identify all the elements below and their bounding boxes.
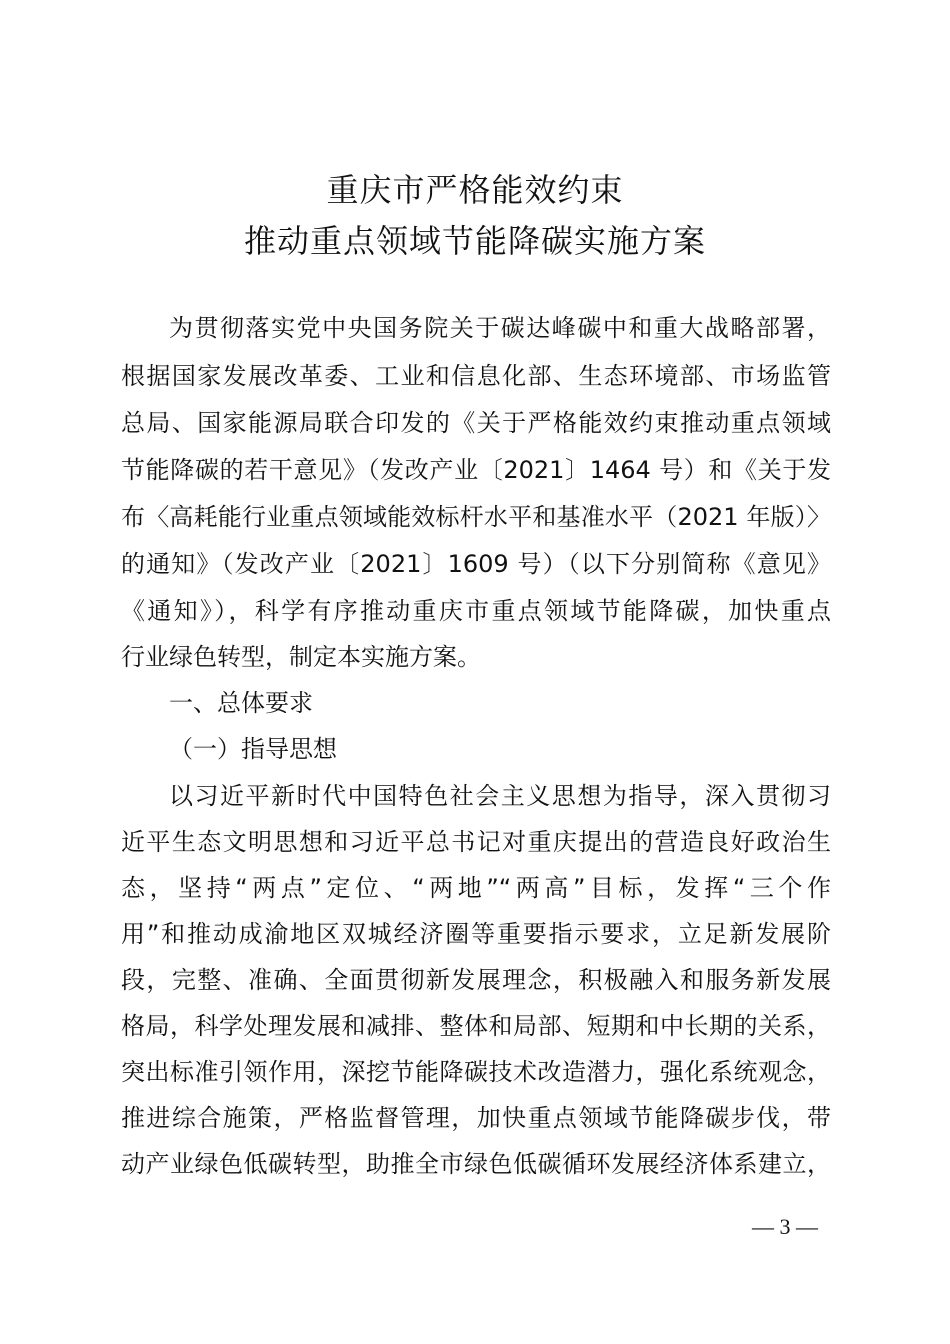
subsection-heading: （一）指导思想	[169, 735, 337, 763]
section-heading: 一、总体要求	[169, 689, 313, 717]
paragraph-1-line-1: 为贯彻落实党中央国务院关于碳达峰碳中和重大战略部署，	[169, 314, 831, 342]
paragraph-2-line-2: 近平生态文明思想和习近平总书记对重庆提出的营造良好政治生	[121, 828, 831, 856]
paragraph-1-line-3: 总局、国家能源局联合印发的《关于严格能效约束推动重点领域	[121, 409, 831, 437]
paragraph-2-line-3: 态，坚持“两点”定位、“两地”“两高”目标，发挥“三个作	[121, 874, 831, 902]
paragraph-2-line-7: 突出标准引领作用，深挖节能降碳技术改造潜力，强化系统观念，	[121, 1058, 831, 1086]
paragraph-2-line-1: 以习近平新时代中国特色社会主义思想为指导，深入贯彻习	[169, 782, 831, 810]
paragraph-2-line-4: 用”和推动成渝地区双城经济圈等重要指示要求，立足新发展阶	[121, 920, 831, 948]
paragraph-2-line-9: 动产业绿色低碳转型，助推全市绿色低碳循环发展经济体系建立，	[121, 1150, 831, 1178]
paragraph-2-line-6: 格局，科学处理发展和减排、整体和局部、短期和中长期的关系，	[121, 1012, 831, 1040]
paragraph-1-line-4: 节能降碳的若干意见》（发改产业〔2021〕1464 号）和《关于发	[121, 456, 831, 484]
page-number: — 3 —	[752, 1214, 818, 1239]
paragraph-1-line-6: 的通知》（发改产业〔2021〕1609 号）（以下分别简称《意见》	[121, 550, 831, 578]
paragraph-1-line-8: 行业绿色转型，制定本实施方案。	[121, 643, 481, 671]
paragraph-2-line-8: 推进综合施策，严格监督管理，加快重点领域节能降碳步伐，带	[121, 1104, 831, 1132]
paragraph-1-line-5: 布〈高耗能行业重点领域能效标杆水平和基准水平（2021 年版）〉	[121, 503, 831, 531]
document-title-line-1: 重庆市严格能效约束	[326, 171, 624, 209]
paragraph-1-line-2: 根据国家发展改革委、工业和信息化部、生态环境部、市场监管	[121, 362, 831, 390]
paragraph-2-line-5: 段，完整、准确、全面贯彻新发展理念，积极融入和服务新发展	[121, 966, 831, 994]
document-title-line-2: 推动重点领域节能降碳实施方案	[243, 222, 706, 260]
paragraph-1-line-7: 《通知》），科学有序推动重庆市重点领域节能降碳，加快重点	[121, 597, 831, 625]
